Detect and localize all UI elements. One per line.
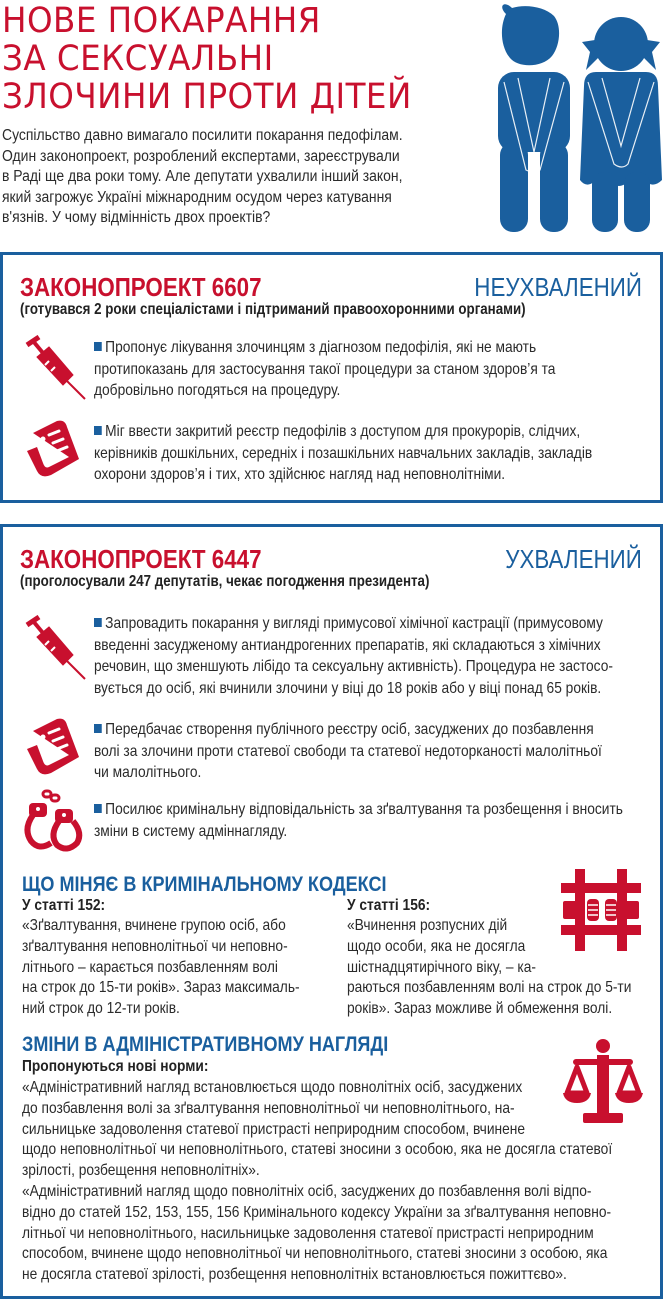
syringe-icon <box>21 615 87 681</box>
title-line-1: НОВЕ ПОКАРАННЯ <box>2 1 321 41</box>
intro-line: в Раді ще два роки тому. Але депутати ухвалили інший закон, <box>2 168 403 185</box>
article-156-label: У статті 156: <box>347 897 431 914</box>
intro-line: в'язнів. У чому відмінність двох проектів? <box>2 209 271 226</box>
para-line: щодо неповнолітньої чи неповнолітнього, статеві зносини з особою, яка не досягла статевої <box>22 1141 613 1159</box>
bill-6607-status: НЕУХВАЛЕНИЙ <box>474 272 642 302</box>
admin-supervision-text <box>22 1078 612 1286</box>
item-line: протипоказань для застосування такої процедури за станом здоров’я та <box>94 360 556 378</box>
scales-of-justice-icon <box>563 1039 643 1125</box>
item-line: чи малолітнього. <box>94 764 202 781</box>
para-line: раються позбавленням волі на строк до 5-ти <box>347 979 632 997</box>
bill-6447-subtitle: (проголосували 247 депутатів, чекає погодження президента) <box>20 573 430 590</box>
item-line: Пропонує лікування злочинцям з діагнозом педофілія, які не мають <box>105 339 537 356</box>
item-line: вується до осіб, які вчинили злочини у віці до 18 років або у віці понад 65 років. <box>94 679 602 697</box>
bill-6447-item-text <box>94 613 636 699</box>
para-line: літньої чи неповнолітнього, насильницьке задоволення статевої пристрасті неприродним <box>22 1224 594 1242</box>
para-line: «Вчинення розпусних дій <box>347 917 508 934</box>
prison-bars-icon <box>561 869 641 951</box>
para-line: зрілості, розбещення неповнолітніх». <box>22 1162 260 1180</box>
para-line: шістнадцятирічного віку, – ка- <box>347 958 536 976</box>
bullet-square <box>94 618 102 627</box>
admin-supervision-heading: ЗМІНИ В АДМІНІСТРАТИВНОМУ НАГЛЯДІ <box>22 1033 389 1056</box>
bullet-square <box>94 804 102 813</box>
bill-6607-title: ЗАКОНОПРОЕКТ 6607 <box>20 272 262 302</box>
article-152-label: У статті 152: <box>22 897 106 914</box>
intro-line: який загрожує Україні міжнародним осудом через катування <box>2 188 392 206</box>
para-line: «Адміністративний нагляд щодо повнолітніх осіб, засуджених до позбавлення волі відпо- <box>22 1182 592 1200</box>
bill-6447-item-text <box>94 719 636 784</box>
handcuffs-icon <box>21 789 87 855</box>
bill-6447-item-text <box>94 799 636 842</box>
para-line: на строк до 15-ти років». Зараз максималь- <box>22 979 300 997</box>
admin-supervision-label: Пропонуються нові норми: <box>22 1058 209 1075</box>
para-line: зґвалтування неповнолітньої чи неповно- <box>22 937 288 955</box>
bill-6447-status: УХВАЛЕНИЙ <box>505 544 642 574</box>
document-list-icon <box>21 415 87 481</box>
bill-6607-subtitle: (готувався 2 роки спеціалістами і підтриманий правоохоронними органами) <box>20 301 526 318</box>
item-line: введенні засудженому антиандрогенних препаратів, які складаються з хімічних <box>94 636 601 654</box>
bill-6607-card <box>0 252 663 503</box>
para-line: не досягла статевої зрілості, розбещення неповнолітніх встановлюється пожиттєво». <box>22 1266 567 1284</box>
item-line: волі за злочини проти статевої свободи та статевої недоторканості малолітньої <box>94 742 602 760</box>
para-line: сильницьке задоволення статевої пристрасті неприродним способом, вчинене <box>22 1120 526 1138</box>
title-line-2: ЗА СЕКСУАЛЬНІ <box>2 39 274 79</box>
para-line: літнього – карається позбавленням волі <box>22 958 278 976</box>
bill-6447-card <box>0 524 663 1299</box>
para-line: років». Зараз можливе й обмеження волі. <box>347 1000 613 1018</box>
para-line: ний строк до 12-ти років. <box>22 1000 180 1018</box>
item-line: речовин, що зменшують лібідо та сексуальну активність). Процедура не застосо- <box>94 658 613 675</box>
intro-line: Суспільство давно вимагало посилити покарання педофілам. <box>2 127 403 144</box>
para-line: щодо особи, яка не досягла <box>347 937 526 955</box>
bill-6447-title: ЗАКОНОПРОЕКТ 6447 <box>20 544 262 574</box>
para-line: «Зґвалтування, вчинене групою осіб, або <box>22 917 286 934</box>
para-line: «Адміністративний нагляд встановлюється щодо повнолітніх осіб, засуджених <box>22 1079 523 1096</box>
item-line: керівників дошкільних, середніх і позашкільних навчальних закладів, закладів <box>94 444 593 462</box>
intro-paragraph <box>2 126 470 229</box>
title-line-3: ЗЛОЧИНИ ПРОТИ ДІТЕЙ <box>2 77 412 117</box>
item-line: зміни в систему адміннагляду. <box>94 822 288 840</box>
item-line: добровільно погодяться на процедуру. <box>94 382 341 399</box>
item-line: Передбачає створення публічного реєстру осіб, засуджених до позбавлення <box>105 721 594 738</box>
item-line: Посилює кримінальну відповідальність за зґвалтування та розбещення і вносить <box>105 801 623 818</box>
bullet-square <box>94 342 102 351</box>
para-line: способом, вчинене щодо неповнолітньої чи неповнолітнього, статеві зносини з особою, яка <box>22 1245 608 1263</box>
bill-6447-header <box>20 543 642 577</box>
bullet-square <box>94 426 102 435</box>
page-title <box>2 2 430 116</box>
bill-6607-item-text <box>94 337 636 402</box>
item-line: Міг ввести закритий реєстр педофілів з доступом для прокурорів, слідчих, <box>105 423 581 440</box>
bill-6607-header <box>20 271 642 305</box>
bill-6607-item-text <box>94 421 636 486</box>
para-line: відно до статей 152, 153, 155, 156 Кримінального кодексу України за зґвалтування неповно- <box>22 1203 612 1221</box>
para-line: до позбавлення волі за зґвалтування неповнолітньої чи неповнолітнього, на- <box>22 1099 515 1117</box>
criminal-code-heading: ЩО МІНЯЄ В КРИМІНАЛЬНОМУ КОДЕКСІ <box>22 873 387 896</box>
intro-line: Один законопроект, розроблений експертами, зареєстрували <box>2 147 400 165</box>
article-152-text <box>22 916 300 1020</box>
item-line: Запровадить покарання у вигляді примусової хімічної кастрації (примусовому <box>105 615 603 632</box>
bullet-square <box>94 724 102 733</box>
boy-and-girl-icon <box>468 2 662 234</box>
document-list-icon <box>21 713 87 779</box>
syringe-icon <box>21 335 87 401</box>
item-line: охорони здоров’я і тих, хто здійснює нагляд над неповнолітніми. <box>94 466 506 483</box>
